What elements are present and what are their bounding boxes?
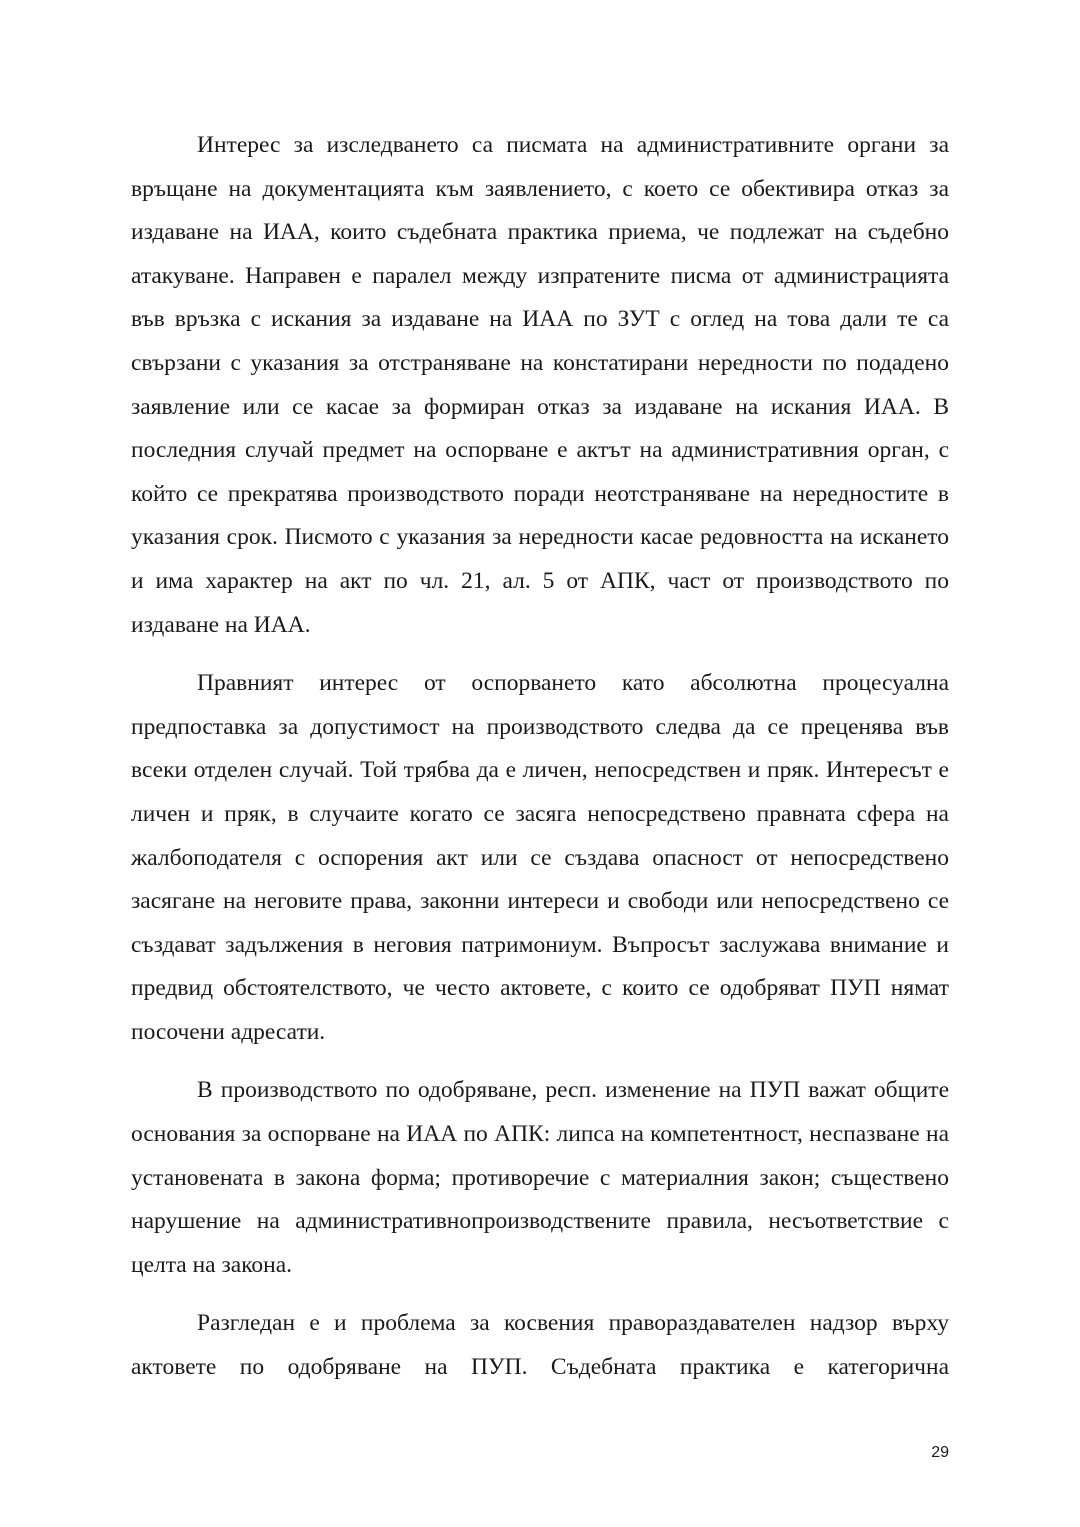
paragraph-4: Разгледан е и проблема за косвения правораздавателен надзор върху актовете по одобряване на ПУП. Съдебната практика е категорична: [131, 1310, 949, 1381]
body-text: [131, 124, 949, 1405]
paragraph-3: В производството по одобряване, респ. изменение на ПУП важат общите основания за оспорване на ИАА по АПК: липса на компетентност, неспазване на установената в закона форма; противоречие с материалния закон; съществено нарушение на административнопроизводствените правила, несъответствие с целта на закона.: [131, 1077, 949, 1278]
paragraph-1: Интерес за изследването са писмата на административните органи за връщане на документацията към заявлението, с което се обективира отказ за издаване на ИАА, които съдебната практика приема, че подлежат на съдебно атакуване. Направен е паралел между изпратените писма от администрацията във връзка с искания за издаване на ИАА по ЗУТ с оглед на това дали те са свързани с указания за отстраняване на констатирани нередности по подадено заявление или се касае за формиран отказ за издаване на искания ИАА. В последния случай предмет на оспорване е актът на административния орган, с който се прекратява производството поради неотстраняване на нередностите в указания срок. Писмото с указания за нередности касае редовността на искането и има характер на акт по чл. 21, ал. 5 от АПК, част от производството по издаване на ИАА.: [131, 132, 949, 638]
paragraph-2: Правният интерес от оспорването като абсолютна процесуална предпоставка за допустимост на производството следва да се преценява във всеки отделен случай. Той трябва да е личен, непосредствен и пряк. Интересът е личен и пряк, в случаите когато се засяга непосредствено правната сфера на жалбоподателя с оспорения акт или се създава опасност от непосредствено засягане на неговите права, законни интереси и свободи или непосредствено се създават задължения в неговия патримониум. Въпросът заслужава внимание и предвид обстоятелството, че често актовете, с които се одобряват ПУП нямат посочени адресати.: [131, 670, 949, 1045]
page-number: 29: [931, 1444, 949, 1461]
